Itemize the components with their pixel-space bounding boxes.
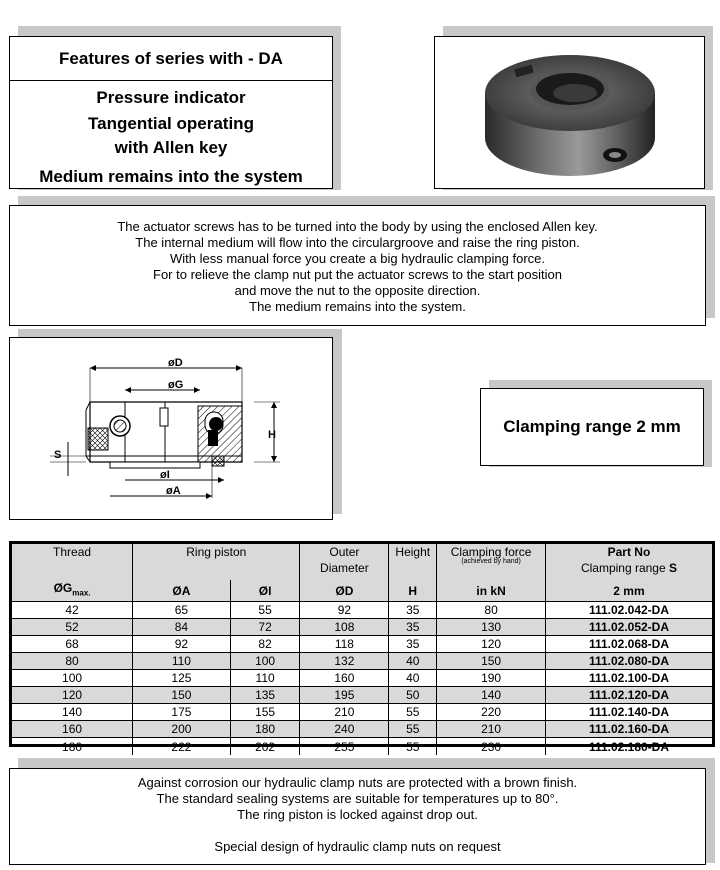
cell-a: 222 <box>133 738 231 755</box>
cell-pn: 111.02.100-DA <box>545 670 712 687</box>
cell-h: 55 <box>389 738 437 755</box>
cell-d: 210 <box>300 704 389 721</box>
cell-pn: 111.02.052-DA <box>545 619 712 636</box>
cell-f: 190 <box>437 670 546 687</box>
header-outer-line2: Diameter <box>320 561 369 575</box>
dim-label-i: øI <box>160 469 170 481</box>
note-line <box>10 823 705 839</box>
subheader-mm: 2 mm <box>545 580 712 602</box>
description-line: The actuator screws has to be turned into the body by using the enclosed Allen key. <box>117 219 598 234</box>
feature-item: with Allen key <box>114 138 228 157</box>
header-height: Height <box>389 544 437 580</box>
cell-i: 135 <box>230 687 300 704</box>
note-line: Against corrosion our hydraulic clamp nuts are protected with a brown finish. <box>137 775 578 790</box>
cell-f: 140 <box>437 687 546 704</box>
cell-pn: 111.02.068-DA <box>545 636 712 653</box>
table-row <box>12 704 712 721</box>
subheader-d: ØD <box>300 580 389 602</box>
clamping-range-box: Clamping range 2 mm <box>480 388 704 466</box>
note-line: The standard sealing systems are suitable for temperatures up to 80°. <box>156 791 559 806</box>
header-part-no-line2 <box>546 560 712 576</box>
cell-a: 125 <box>133 670 231 687</box>
cell-i: 110 <box>230 670 300 687</box>
cell-i: 55 <box>230 602 300 619</box>
cell-pn: 111.02.080-DA <box>545 653 712 670</box>
description-line: With less manual force you create a big hydraulic clamping force. <box>169 251 545 266</box>
header-outer-diameter <box>300 544 389 580</box>
cell-d: 160 <box>300 670 389 687</box>
cell-i: 155 <box>230 704 300 721</box>
subheader-g-text: ØG <box>53 581 73 595</box>
cell-h: 40 <box>389 653 437 670</box>
description-box <box>9 205 706 326</box>
header-part-no <box>545 544 712 580</box>
cell-d: 195 <box>300 687 389 704</box>
cell-pn: 111.02.042-DA <box>545 602 712 619</box>
header-outer-line1: Outer <box>329 545 360 559</box>
subheader-kn: in kN <box>437 580 546 602</box>
cell-a: 150 <box>133 687 231 704</box>
cell-a: 92 <box>133 636 231 653</box>
dim-label-d: øD <box>168 357 183 369</box>
features-list <box>10 81 332 189</box>
header-part-no-sub: Clamping range <box>580 561 666 575</box>
dim-label-g: øG <box>168 379 184 391</box>
description-line: The internal medium will flow into the circulargroove and raise the ring piston. <box>135 235 580 250</box>
table-row <box>12 687 712 704</box>
cell-a: 175 <box>133 704 231 721</box>
header-force-line1: Clamping force <box>450 545 532 559</box>
note-line: The ring piston is locked against drop out. <box>237 807 478 822</box>
cell-pn: 111.02.140-DA <box>545 704 712 721</box>
note-line: Special design of hydraulic clamp nuts on request <box>214 839 501 854</box>
header-force-note: (achieved by hand) <box>461 558 521 565</box>
subheader-a: ØA <box>133 580 231 602</box>
cell-pn: 111.02.180-DA <box>545 738 712 755</box>
header-thread: Thread <box>53 545 92 559</box>
subheader-g <box>12 580 133 602</box>
cell-g: 42 <box>65 603 79 618</box>
cell-h: 35 <box>389 619 437 636</box>
table-row <box>12 721 712 738</box>
cell-h: 35 <box>389 602 437 619</box>
subheader-g-sub: max. <box>72 588 91 598</box>
header-part-no-s: S <box>669 561 678 575</box>
cell-d: 108 <box>300 619 389 636</box>
header-clamping-force <box>437 544 546 580</box>
cell-d: 118 <box>300 636 389 653</box>
cell-g: 52 <box>65 620 79 635</box>
cell-g: 100 <box>62 671 83 686</box>
table-row <box>12 653 712 670</box>
cell-g: 120 <box>62 688 83 703</box>
cell-h: 50 <box>389 687 437 704</box>
cell-g: 80 <box>65 654 79 669</box>
cell-d: 132 <box>300 653 389 670</box>
technical-drawing <box>9 337 333 520</box>
notes-box <box>9 768 706 865</box>
cell-pn: 111.02.120-DA <box>545 687 712 704</box>
feature-item: Medium remains into the system <box>39 167 303 186</box>
cell-i: 82 <box>230 636 300 653</box>
cell-a: 110 <box>133 653 231 670</box>
cell-f: 210 <box>437 721 546 738</box>
cell-f: 130 <box>437 619 546 636</box>
table-row <box>12 636 712 653</box>
clamp-nut-image <box>475 43 665 183</box>
cell-d: 92 <box>300 602 389 619</box>
cell-h: 55 <box>389 721 437 738</box>
header-ring-piston: Ring piston <box>133 544 300 580</box>
cell-d: 255 <box>300 738 389 755</box>
product-photo <box>434 36 705 189</box>
cell-i: 72 <box>230 619 300 636</box>
cell-f: 150 <box>437 653 546 670</box>
cell-g: 68 <box>65 637 79 652</box>
cell-g: 160 <box>62 722 83 737</box>
header-part-no-line1: Part No <box>607 545 651 559</box>
feature-item: Tangential operating <box>88 114 254 133</box>
subheader-h: H <box>389 580 437 602</box>
dim-label-s: S <box>54 449 62 461</box>
cell-a: 65 <box>133 602 231 619</box>
features-title: Features of series with - DA <box>10 37 332 81</box>
cell-g: 140 <box>62 705 83 720</box>
table-row <box>12 602 712 619</box>
cell-pn: 111.02.160-DA <box>545 721 712 738</box>
feature-item: Pressure indicator <box>96 88 246 107</box>
cell-a: 200 <box>133 721 231 738</box>
cell-f: 120 <box>437 636 546 653</box>
table-row <box>12 738 712 755</box>
cell-i: 100 <box>230 653 300 670</box>
cell-f: 80 <box>437 602 546 619</box>
cell-a: 84 <box>133 619 231 636</box>
dim-label-a: øA <box>166 485 181 497</box>
cell-i: 180 <box>230 721 300 738</box>
description-line: For to relieve the clamp nut put the actuator screws to the start position <box>153 267 562 282</box>
cell-h: 35 <box>389 636 437 653</box>
description-line: and move the nut to the opposite direction. <box>234 283 481 298</box>
cell-f: 230 <box>437 738 546 755</box>
cell-g: 180 <box>62 739 83 754</box>
table-row <box>12 619 712 636</box>
specs-table <box>9 541 715 754</box>
dim-label-h: H <box>268 429 276 441</box>
cell-f: 220 <box>437 704 546 721</box>
features-box <box>9 36 333 189</box>
subheader-i: ØI <box>230 580 300 602</box>
cell-h: 55 <box>389 704 437 721</box>
description-line: The medium remains into the system. <box>249 299 466 314</box>
cell-d: 240 <box>300 721 389 738</box>
cell-h: 40 <box>389 670 437 687</box>
table-row <box>12 670 712 687</box>
cell-i: 202 <box>230 738 300 755</box>
